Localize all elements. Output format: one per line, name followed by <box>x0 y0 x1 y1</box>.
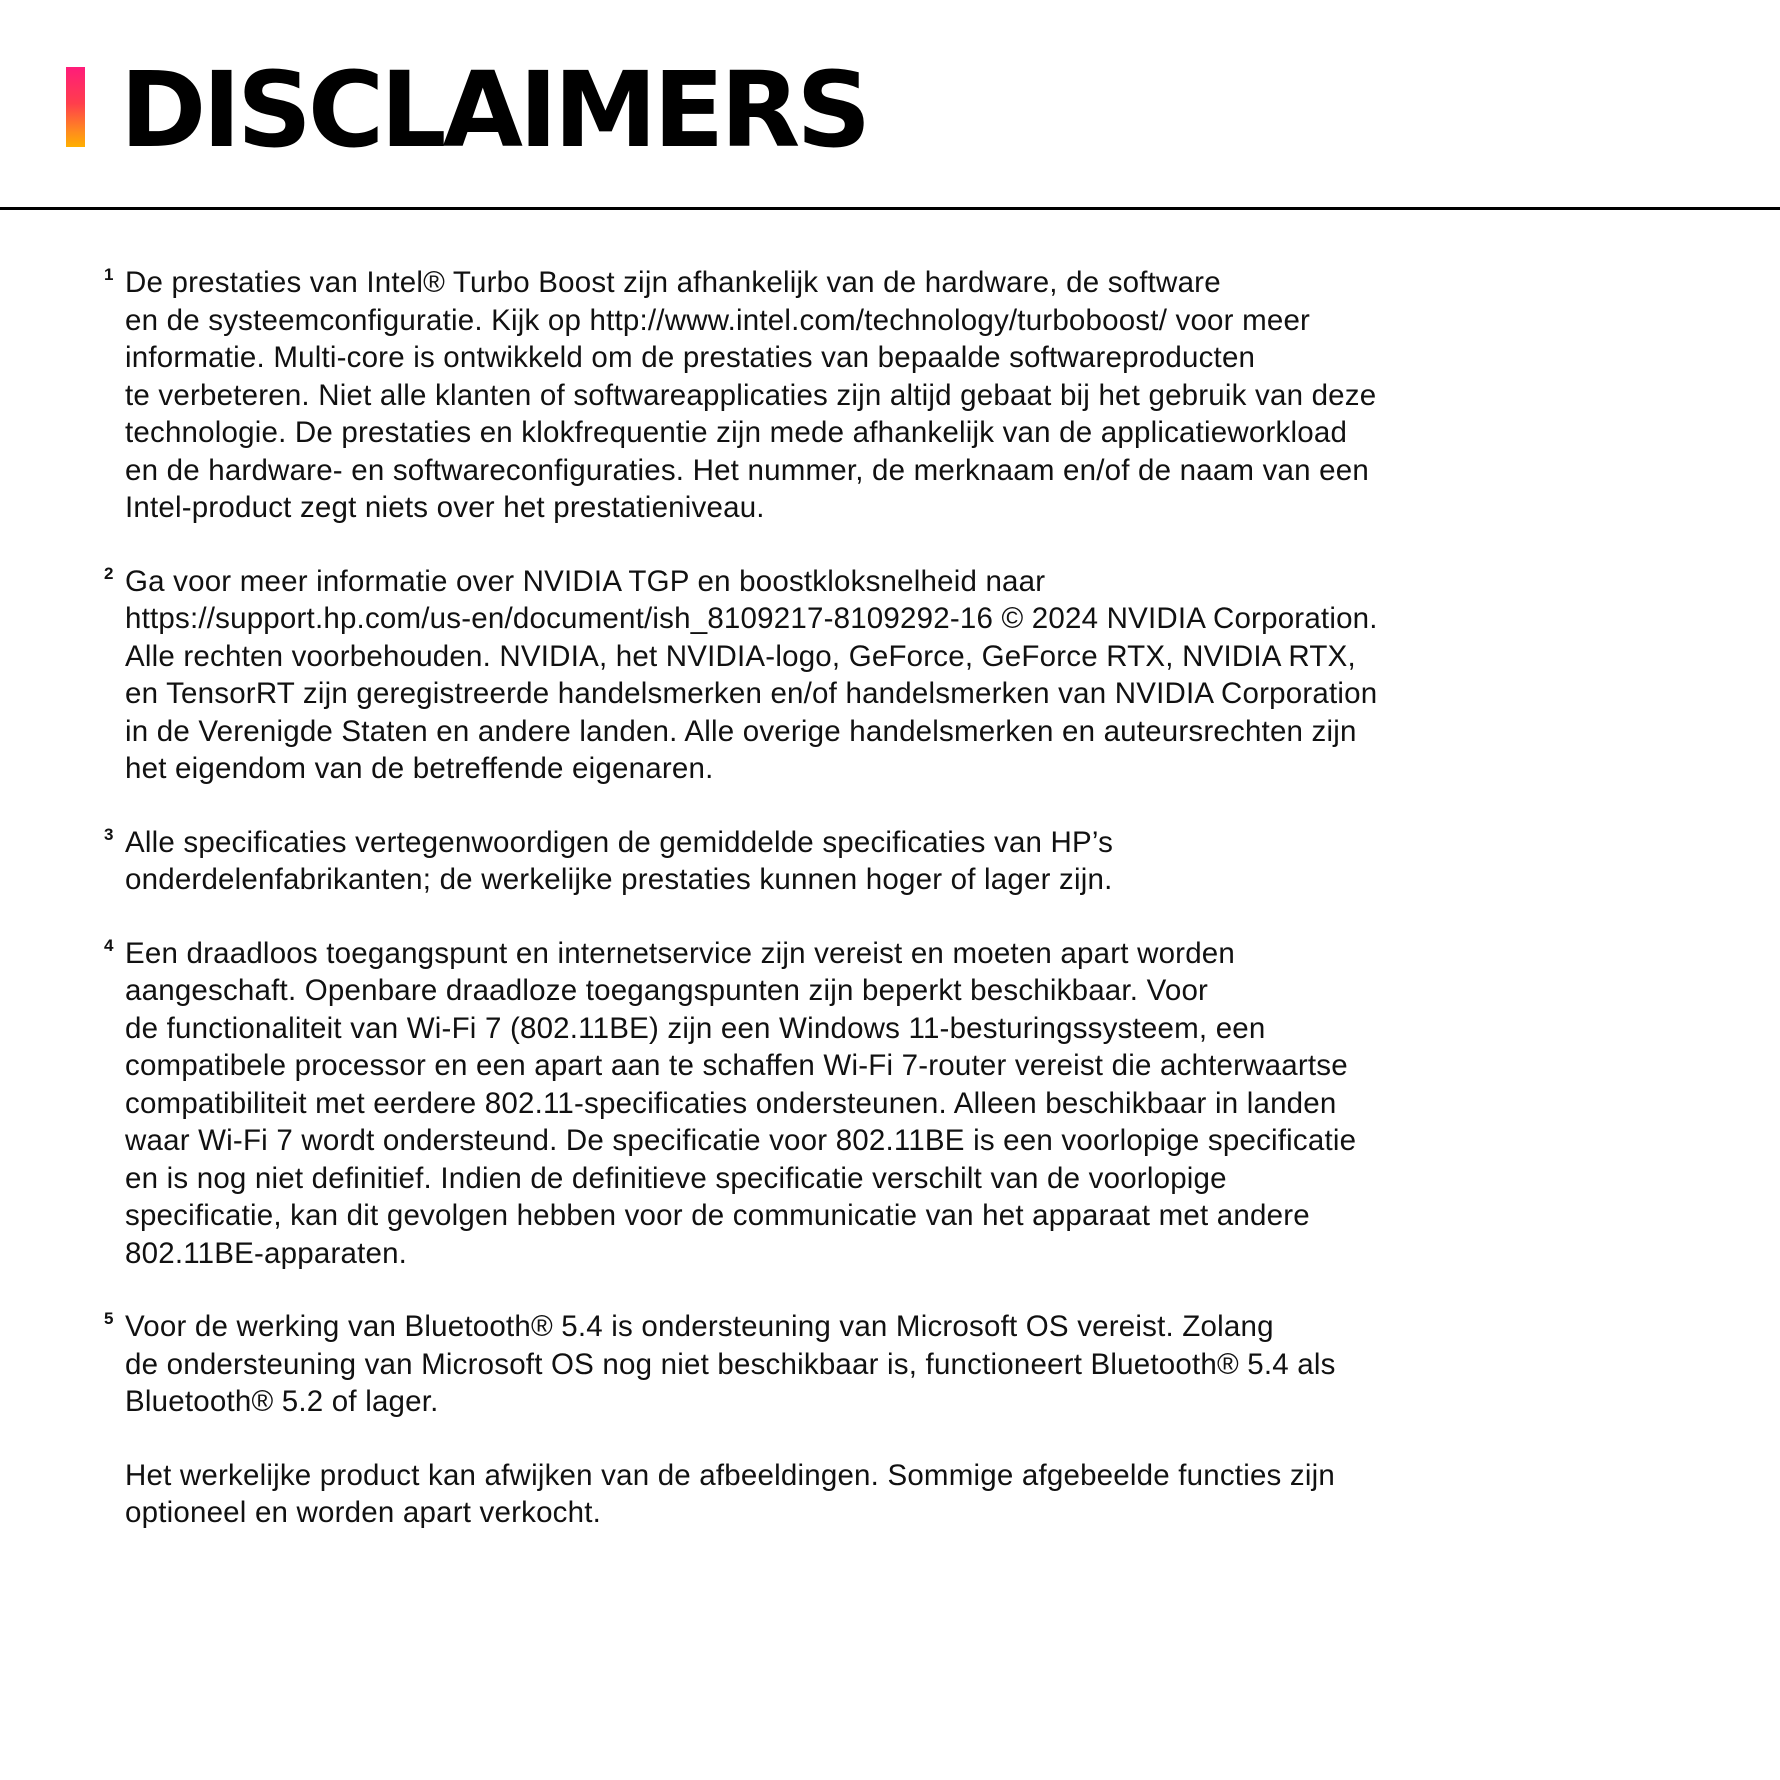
page-title: DISCLAIMERS <box>120 49 868 171</box>
disclaimer-list <box>104 264 1664 1568</box>
footnote-line: te verbeteren. Niet alle klanten of softwareapplicaties zijn altijd gebaat bij het gebruik van deze <box>125 378 1377 412</box>
footnote-line: aangeschaft. Openbare draadloze toegangspunten zijn beperkt beschikbaar. Voor <box>125 974 1209 1007</box>
footnote-marker: 3 <box>104 824 114 844</box>
footnote-line: https://support.hp.com/us-en/document/ish_8109217-8109292-16 © 2024 NVIDIA Corporation. <box>125 602 1378 635</box>
footnote-line: Alle specificaties vertegenwoordigen de gemiddelde specificaties van HP’s <box>125 825 1114 859</box>
footnote-5 <box>104 1308 1664 1421</box>
footnote-line: Bluetooth® 5.2 of lager. <box>125 1385 439 1418</box>
accent-bar <box>66 67 85 147</box>
footnote-marker: 2 <box>104 563 114 583</box>
footnote-line: en is nog niet definitief. Indien de definitieve specificatie verschilt van de voorlopige <box>125 1161 1227 1195</box>
footnote-line: in de Verenigde Staten en andere landen. Alle overige handelsmerken en auteursrechten zijn <box>125 714 1357 748</box>
footnote-line: waar Wi-Fi 7 wordt ondersteund. De specificatie voor 802.11BE is een voorlopige specificatie <box>125 1124 1357 1157</box>
closing-note <box>104 1457 1664 1532</box>
footnote-3 <box>104 824 1664 899</box>
footnote-2 <box>104 563 1664 788</box>
footnote-line: Intel-product zegt niets over het prestatieniveau. <box>125 491 765 524</box>
footnote-line: de functionaliteit van Wi-Fi 7 (802.11BE) zijn een Windows 11-besturingssysteem, een <box>125 1011 1266 1045</box>
footnote-line: specificatie, kan dit gevolgen hebben voor de communicatie van het apparaat met andere <box>125 1199 1310 1232</box>
footnote-marker: 5 <box>104 1309 114 1328</box>
footnote-4 <box>104 935 1664 1273</box>
footnote-line: Voor de werking van Bluetooth® 5.4 is ondersteuning van Microsoft OS vereist. Zolang <box>125 1310 1274 1343</box>
closing-note-line: Het werkelijke product kan afwijken van de afbeeldingen. Sommige afgebeelde functies zijn <box>125 1458 1335 1492</box>
footnote-1 <box>104 264 1664 527</box>
footnote-line: en TensorRT zijn geregistreerde handelsmerken en/of handelsmerken van NVIDIA Corporation <box>125 677 1378 710</box>
footnote-line: de ondersteuning van Microsoft OS nog niet beschikbaar is, functioneert Bluetooth® 5.4 als <box>125 1347 1336 1381</box>
footnote-line: compatibele processor en een apart aan te schaffen Wi-Fi 7-router vereist die achterwaartse <box>125 1049 1348 1082</box>
footnote-marker: 1 <box>104 265 114 284</box>
footnote-line: onderdelenfabrikanten; de werkelijke prestaties kunnen hoger of lager zijn. <box>125 863 1113 896</box>
page-header <box>0 0 1780 210</box>
footnote-line: 802.11BE-apparaten. <box>125 1236 408 1270</box>
footnote-line: Alle rechten voorbehouden. NVIDIA, het NVIDIA-logo, GeForce, GeForce RTX, NVIDIA RTX, <box>125 639 1356 673</box>
closing-note-line: optioneel en worden apart verkocht. <box>125 1496 602 1529</box>
footnote-line: het eigendom van de betreffende eigenaren. <box>125 752 714 785</box>
footnote-line: Ga voor meer informatie over NVIDIA TGP en boostkloksnelheid naar <box>125 564 1046 598</box>
footnote-line: technologie. De prestaties en klokfrequentie zijn mede afhankelijk van de applicatieworkload <box>125 416 1348 449</box>
footnote-line: en de hardware- en softwareconfiguraties. Het nummer, de merknaam en/of de naam van een <box>125 453 1369 487</box>
footnote-line: informatie. Multi-core is ontwikkeld om de prestaties van bepaalde softwareproducten <box>125 341 1256 374</box>
footnote-line: en de systeemconfiguratie. Kijk op http://www.intel.com/technology/turboboost/ voor meer <box>125 303 1311 337</box>
footnote-line: compatibiliteit met eerdere 802.11-specificaties ondersteunen. Alleen beschikbaar in landen <box>125 1086 1337 1120</box>
footnote-marker: 4 <box>104 935 114 955</box>
footnote-line: De prestaties van Intel® Turbo Boost zijn afhankelijk van de hardware, de software <box>125 266 1221 299</box>
footnote-line: Een draadloos toegangspunt en internetservice zijn vereist en moeten apart worden <box>125 936 1236 970</box>
